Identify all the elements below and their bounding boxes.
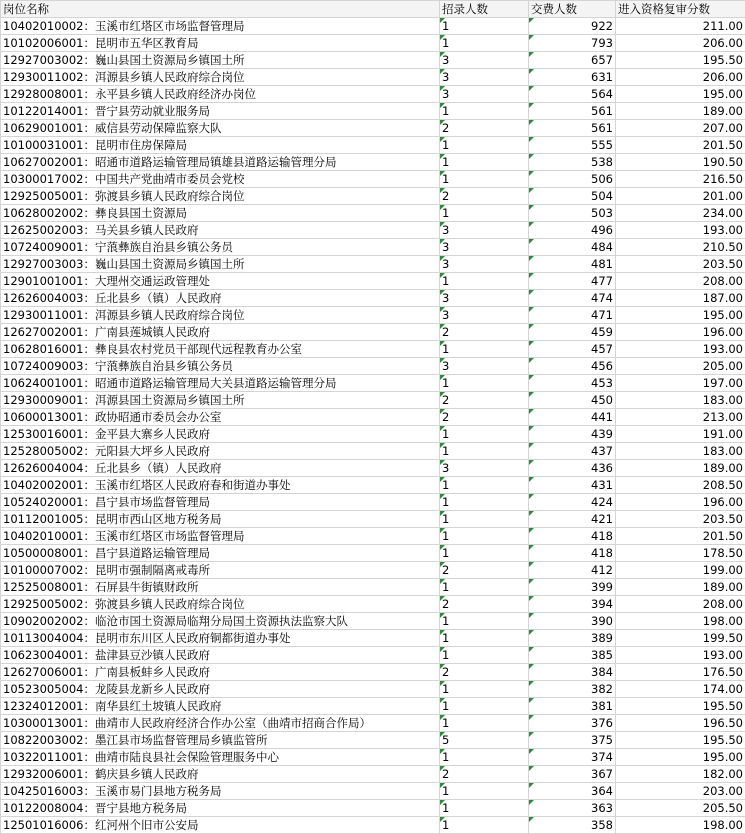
paid-count-cell[interactable]: 431 [529,477,616,494]
table-row [1,426,745,443]
review-score-cell[interactable]: 199.50 [616,630,745,647]
position-cell[interactable]: 10300017002：中国共产党曲靖市委员会党校 [1,171,440,188]
review-score-cell[interactable]: 178.50 [616,545,745,562]
position-cell[interactable]: 12501016006：红河州个旧市公安局 [1,817,440,834]
paid-count-cell[interactable]: 474 [529,290,616,307]
table-body [1,18,745,834]
position-cell[interactable]: 10122014001：晋宁县劳动就业服务局 [1,103,440,120]
position-cell[interactable]: 10102006001：昆明市五华区教育局 [1,35,440,52]
position-cell[interactable]: 12932006001：鹤庆县乡镇人民政府 [1,766,440,783]
table-row [1,392,745,409]
recruit-count-cell[interactable]: 2 [440,664,529,681]
table-row [1,35,745,52]
review-score-cell[interactable]: 196.00 [616,324,745,341]
table-row [1,630,745,647]
position-cell[interactable]: 10629001001：威信县劳动保障监察大队 [1,120,440,137]
review-score-cell[interactable]: 201.50 [616,528,745,545]
position-cell[interactable]: 10623004001：盐津县豆沙镇人民政府 [1,647,440,664]
review-score-cell[interactable]: 196.00 [616,494,745,511]
table-row [1,375,745,392]
paid-count-cell[interactable]: 457 [529,341,616,358]
paid-count-cell[interactable]: 561 [529,103,616,120]
review-score-cell[interactable]: 201.00 [616,188,745,205]
table-row [1,511,745,528]
review-score-cell[interactable]: 208.50 [616,477,745,494]
position-cell[interactable]: 10500008001：昌宁县道路运输管理局 [1,545,440,562]
review-score-cell[interactable]: 199.00 [616,562,745,579]
table-row [1,715,745,732]
position-cell[interactable]: 12925005002：弥渡县乡镇人民政府综合岗位 [1,596,440,613]
recruit-count-cell[interactable]: 1 [440,630,529,647]
paid-count-cell[interactable]: 385 [529,647,616,664]
review-score-cell[interactable]: 208.00 [616,596,745,613]
position-cell[interactable]: 10113004004：昆明市东川区人民政府铜都街道办事处 [1,630,440,647]
table-row [1,86,745,103]
recruit-count-cell[interactable]: 3 [440,460,529,477]
recruit-count-cell[interactable]: 1 [440,18,529,35]
paid-count-cell[interactable]: 394 [529,596,616,613]
paid-count-cell[interactable]: 631 [529,69,616,86]
review-score-cell[interactable]: 213.00 [616,409,745,426]
position-cell[interactable]: 12627006001：广南县板蚌乡人民政府 [1,664,440,681]
review-score-cell[interactable]: 193.00 [616,647,745,664]
paid-count-cell[interactable]: 364 [529,783,616,800]
recruit-count-cell[interactable]: 1 [440,528,529,545]
paid-count-cell[interactable]: 481 [529,256,616,273]
paid-count-cell[interactable]: 363 [529,800,616,817]
position-cell[interactable]: 12901001001：大理州交通运政管理处 [1,273,440,290]
position-cell[interactable]: 12925005001：弥渡县乡镇人民政府综合岗位 [1,188,440,205]
recruit-count-cell[interactable]: 1 [440,341,529,358]
table-row [1,749,745,766]
position-cell[interactable]: 12928008001：永平县乡镇人民政府经济办岗位 [1,86,440,103]
position-cell[interactable]: 10122008004：晋宁县地方税务局 [1,800,440,817]
review-score-cell[interactable]: 234.00 [616,205,745,222]
review-score-cell[interactable]: 189.00 [616,103,745,120]
table-row [1,562,745,579]
position-cell[interactable]: 12930009001：洱源县国土资源局乡镇国土所 [1,392,440,409]
paid-count-cell[interactable]: 459 [529,324,616,341]
table-row [1,613,745,630]
review-score-cell[interactable]: 189.00 [616,579,745,596]
recruit-count-cell[interactable]: 1 [440,715,529,732]
review-score-cell[interactable]: 201.50 [616,137,745,154]
table-row [1,647,745,664]
paid-count-cell[interactable]: 506 [529,171,616,188]
paid-count-cell[interactable]: 504 [529,188,616,205]
review-score-cell[interactable]: 187.00 [616,290,745,307]
paid-count-cell[interactable]: 382 [529,681,616,698]
position-cell[interactable]: 10628016001：彝良县农村党员干部现代远程教育办公室 [1,341,440,358]
paid-count-cell[interactable]: 538 [529,154,616,171]
table-row [1,222,745,239]
recruit-count-cell[interactable]: 3 [440,222,529,239]
recruit-count-cell[interactable]: 1 [440,426,529,443]
recruit-count-cell[interactable]: 3 [440,86,529,103]
table-row [1,239,745,256]
position-cell[interactable]: 10112001005：昆明市西山区地方税务局 [1,511,440,528]
table-row [1,766,745,783]
table-row [1,307,745,324]
recruit-count-cell[interactable]: 1 [440,749,529,766]
paid-count-cell[interactable]: 399 [529,579,616,596]
table-row [1,545,745,562]
recruit-count-cell[interactable]: 1 [440,137,529,154]
position-cell[interactable]: 10600013001：政协昭通市委员会办公室 [1,409,440,426]
review-score-cell[interactable]: 195.00 [616,749,745,766]
paid-count-cell[interactable]: 484 [529,239,616,256]
recruit-count-cell[interactable]: 3 [440,307,529,324]
paid-count-cell[interactable]: 412 [529,562,616,579]
position-cell[interactable]: 10425016003：玉溪市易门县地方税务局 [1,783,440,800]
table-row [1,290,745,307]
paid-count-cell[interactable]: 496 [529,222,616,239]
recruit-count-cell[interactable]: 2 [440,120,529,137]
recruit-count-cell[interactable]: 1 [440,698,529,715]
recruit-count-cell[interactable]: 3 [440,239,529,256]
review-score-cell[interactable]: 198.00 [616,613,745,630]
recruit-count-cell[interactable]: 2 [440,596,529,613]
paid-count-cell[interactable]: 424 [529,494,616,511]
recruit-count-cell[interactable]: 3 [440,69,529,86]
table-row [1,732,745,749]
column-header-review-score[interactable]: 进入资格复审分数 [616,1,745,18]
review-score-cell[interactable]: 196.50 [616,715,745,732]
paid-count-cell[interactable]: 375 [529,732,616,749]
table-row [1,443,745,460]
recruit-count-cell[interactable]: 5 [440,732,529,749]
paid-count-cell[interactable]: 418 [529,545,616,562]
recruit-count-cell[interactable]: 1 [440,783,529,800]
column-header-position[interactable]: 岗位名称 [1,1,440,18]
recruit-count-cell[interactable]: 1 [440,613,529,630]
paid-count-cell[interactable]: 436 [529,460,616,477]
recruit-count-cell[interactable]: 3 [440,256,529,273]
table-row [1,494,745,511]
table-row [1,188,745,205]
table-row [1,477,745,494]
review-score-cell[interactable]: 183.00 [616,392,745,409]
recruit-count-cell[interactable]: 1 [440,273,529,290]
review-score-cell[interactable]: 206.00 [616,69,745,86]
paid-count-cell[interactable]: 389 [529,630,616,647]
review-score-cell[interactable]: 176.50 [616,664,745,681]
paid-count-cell[interactable]: 793 [529,35,616,52]
paid-count-cell[interactable]: 376 [529,715,616,732]
review-score-cell[interactable]: 195.50 [616,698,745,715]
paid-count-cell[interactable]: 456 [529,358,616,375]
position-cell[interactable]: 12528005002：元阳县大坪乡人民政府 [1,443,440,460]
paid-count-cell[interactable]: 367 [529,766,616,783]
review-score-cell[interactable]: 198.00 [616,817,745,834]
table-row [1,596,745,613]
review-score-cell[interactable]: 191.00 [616,426,745,443]
review-score-cell[interactable]: 208.00 [616,273,745,290]
position-cell[interactable]: 10724009003：宁蒗彝族自治县乡镇公务员 [1,358,440,375]
position-cell[interactable]: 12927003003：巍山县国土资源局乡镇国土所 [1,256,440,273]
review-score-cell[interactable]: 216.50 [616,171,745,188]
recruit-count-cell[interactable]: 3 [440,52,529,69]
table-row [1,120,745,137]
recruit-count-cell[interactable]: 1 [440,817,529,834]
table-row [1,341,745,358]
recruit-count-cell[interactable]: 1 [440,35,529,52]
review-score-cell[interactable]: 195.00 [616,307,745,324]
paid-count-cell[interactable]: 439 [529,426,616,443]
recruit-count-cell[interactable]: 1 [440,477,529,494]
position-cell[interactable]: 12627002001：广南县莲城镇人民政府 [1,324,440,341]
recruit-count-cell[interactable]: 1 [440,494,529,511]
table-row [1,817,745,834]
position-cell[interactable]: 12626004003：丘北县乡（镇）人民政府 [1,290,440,307]
table-row [1,664,745,681]
table-row [1,171,745,188]
recruit-count-cell[interactable]: 1 [440,171,529,188]
table-row [1,18,745,35]
position-cell[interactable]: 12625002003：马关县乡镇人民政府 [1,222,440,239]
review-score-cell[interactable]: 203.00 [616,783,745,800]
paid-count-cell[interactable]: 374 [529,749,616,766]
table-row [1,698,745,715]
table-row [1,256,745,273]
review-score-cell[interactable]: 195.00 [616,86,745,103]
column-header-paid-count[interactable]: 交费人数 [529,1,616,18]
table-row [1,137,745,154]
paid-count-cell[interactable]: 555 [529,137,616,154]
review-score-cell[interactable]: 190.50 [616,154,745,171]
paid-count-cell[interactable]: 358 [529,817,616,834]
recruit-count-cell[interactable]: 2 [440,392,529,409]
position-cell[interactable]: 10902002002：临沧市国土资源局临翔分局国土资源执法监察大队 [1,613,440,630]
review-score-cell[interactable]: 193.00 [616,222,745,239]
position-cell[interactable]: 12927003002：巍山县国土资源局乡镇国土所 [1,52,440,69]
recruit-count-cell[interactable]: 2 [440,324,529,341]
review-score-cell[interactable]: 189.00 [616,460,745,477]
review-score-cell[interactable]: 195.50 [616,732,745,749]
recruit-count-cell[interactable]: 1 [440,545,529,562]
position-cell[interactable]: 10100031001：昆明市住房保障局 [1,137,440,154]
review-score-cell[interactable]: 205.00 [616,358,745,375]
review-score-cell[interactable]: 183.00 [616,443,745,460]
position-cell[interactable]: 10402010001：玉溪市红塔区市场监督管理局 [1,528,440,545]
paid-count-cell[interactable]: 561 [529,120,616,137]
recruit-count-cell[interactable]: 1 [440,205,529,222]
position-cell[interactable]: 12525008001：石屏县牛街镇财政所 [1,579,440,596]
table-row [1,800,745,817]
position-cell[interactable]: 12324012001：南华县红土坡镇人民政府 [1,698,440,715]
table-row [1,324,745,341]
recruit-count-cell[interactable]: 1 [440,375,529,392]
column-header-recruit-count[interactable]: 招录人数 [440,1,529,18]
review-score-cell[interactable]: 195.50 [616,52,745,69]
recruit-count-cell[interactable]: 2 [440,409,529,426]
recruit-count-cell[interactable]: 2 [440,188,529,205]
review-score-cell[interactable]: 205.50 [616,800,745,817]
review-score-cell[interactable]: 203.50 [616,256,745,273]
review-score-cell[interactable]: 206.00 [616,35,745,52]
review-score-cell[interactable]: 211.00 [616,18,745,35]
position-cell[interactable]: 10822003002：墨江县市场监督管理局乡镇监管所 [1,732,440,749]
table-row [1,154,745,171]
table-row [1,273,745,290]
recruit-count-cell[interactable]: 2 [440,562,529,579]
paid-count-cell[interactable]: 390 [529,613,616,630]
position-cell[interactable]: 10624001001：昭通市道路运输管理局大关县道路运输管理分局 [1,375,440,392]
recruit-count-cell[interactable]: 1 [440,800,529,817]
table-row [1,460,745,477]
position-cell[interactable]: 10724009001：宁蒗彝族自治县乡镇公务员 [1,239,440,256]
paid-count-cell[interactable]: 421 [529,511,616,528]
paid-count-cell[interactable]: 471 [529,307,616,324]
paid-count-cell[interactable]: 381 [529,698,616,715]
paid-count-cell[interactable]: 477 [529,273,616,290]
table-row [1,52,745,69]
review-score-cell[interactable]: 182.00 [616,766,745,783]
paid-count-cell[interactable]: 657 [529,52,616,69]
recruit-count-cell[interactable]: 1 [440,443,529,460]
position-cell[interactable]: 10627002001：昭通市道路运输管理局镇雄县道路运输管理分局 [1,154,440,171]
paid-count-cell[interactable]: 564 [529,86,616,103]
position-cell[interactable]: 10402010002：玉溪市红塔区市场监督管理局 [1,18,440,35]
paid-count-cell[interactable]: 441 [529,409,616,426]
table-row [1,358,745,375]
table-row [1,528,745,545]
recruit-count-cell[interactable]: 1 [440,511,529,528]
position-cell[interactable]: 12930011002：洱源县乡镇人民政府综合岗位 [1,69,440,86]
header-row [1,1,745,18]
position-cell[interactable]: 10402002001：玉溪市红塔区人民政府春和街道办事处 [1,477,440,494]
position-cell[interactable]: 10322011001：曲靖市陆良县社会保险管理服务中心 [1,749,440,766]
paid-count-cell[interactable]: 503 [529,205,616,222]
review-score-cell[interactable]: 207.00 [616,120,745,137]
recruit-count-cell[interactable]: 1 [440,579,529,596]
review-score-cell[interactable]: 210.50 [616,239,745,256]
table-row [1,205,745,222]
position-cell[interactable]: 12930011001：洱源县乡镇人民政府综合岗位 [1,307,440,324]
position-cell[interactable]: 10100007002：昆明市强制隔离戒毒所 [1,562,440,579]
recruit-count-cell[interactable]: 2 [440,766,529,783]
review-score-cell[interactable]: 174.00 [616,681,745,698]
review-score-cell[interactable]: 193.00 [616,341,745,358]
position-cell[interactable]: 12530016001：金平县大寨乡人民政府 [1,426,440,443]
position-cell[interactable]: 10300013001：曲靖市人民政府经济合作办公室（曲靖市招商合作局） [1,715,440,732]
paid-count-cell[interactable]: 922 [529,18,616,35]
table-row [1,103,745,120]
recruit-count-cell[interactable]: 1 [440,103,529,120]
paid-count-cell[interactable]: 437 [529,443,616,460]
recruit-count-cell[interactable]: 1 [440,681,529,698]
position-cell[interactable]: 10628002002：彝良县国土资源局 [1,205,440,222]
position-cell[interactable]: 10523005004：龙陵县龙新乡人民政府 [1,681,440,698]
table-row [1,579,745,596]
table-row [1,783,745,800]
position-cell[interactable]: 10524020001：昌宁县市场监督管理局 [1,494,440,511]
paid-count-cell[interactable]: 453 [529,375,616,392]
position-cell[interactable]: 12626004004：丘北县乡（镇）人民政府 [1,460,440,477]
paid-count-cell[interactable]: 384 [529,664,616,681]
recruit-count-cell[interactable]: 3 [440,290,529,307]
recruit-count-cell[interactable]: 1 [440,154,529,171]
paid-count-cell[interactable]: 418 [529,528,616,545]
review-score-cell[interactable]: 197.00 [616,375,745,392]
review-score-cell[interactable]: 203.50 [616,511,745,528]
recruit-count-cell[interactable]: 3 [440,358,529,375]
recruit-count-cell[interactable]: 1 [440,647,529,664]
table-row [1,681,745,698]
table-row [1,409,745,426]
table-row [1,69,745,86]
paid-count-cell[interactable]: 450 [529,392,616,409]
